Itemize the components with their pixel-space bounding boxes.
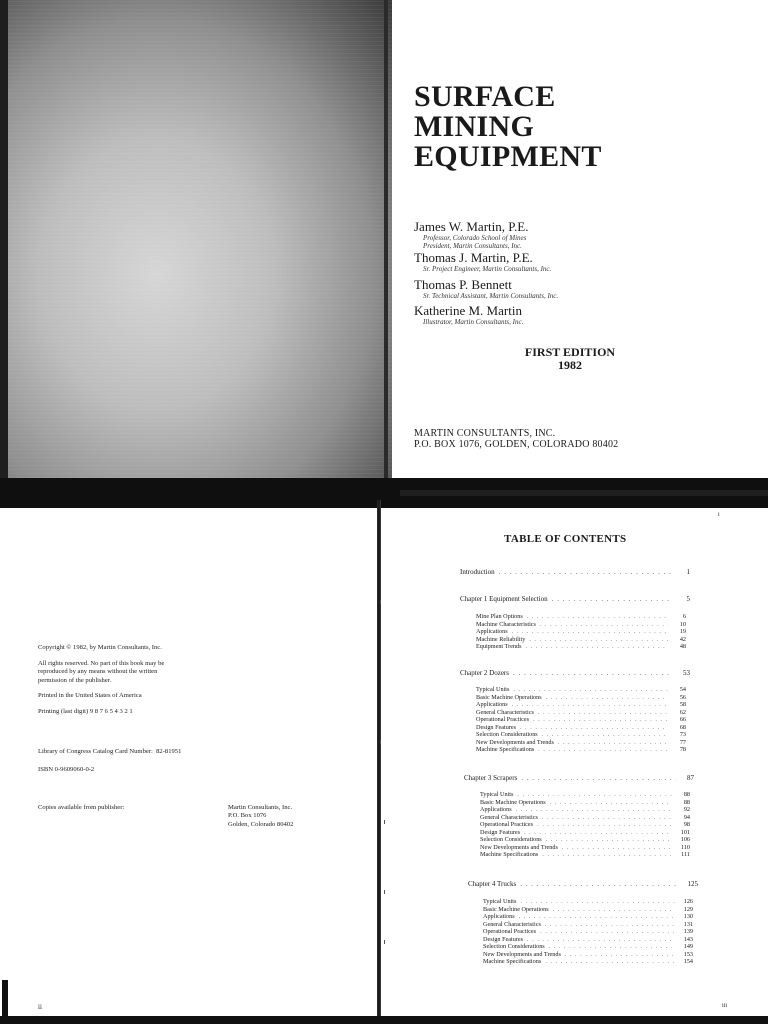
toc-label: General Characteristics	[476, 708, 534, 716]
leader-dots	[538, 746, 668, 754]
toc-chapter	[464, 774, 694, 783]
toc-label: New Developments and Trends	[480, 843, 558, 851]
author-name: James W. Martin, P.E.	[414, 219, 529, 234]
leader-dots	[524, 829, 672, 837]
toc-entry	[480, 851, 690, 859]
author-role: Illustrator, Martin Consultants, Inc.	[423, 318, 524, 326]
leader-dots	[513, 686, 668, 694]
toc-page-number: 6	[682, 613, 686, 620]
page-number: i	[718, 512, 720, 518]
toc-page-number: 42	[679, 635, 686, 643]
leader-dots	[540, 621, 668, 629]
publisher-block	[414, 428, 734, 450]
toc-page-number: 110	[680, 843, 690, 851]
toc-page-number: 125	[687, 880, 698, 888]
toc-page-number: 53	[683, 669, 690, 677]
toc-label: General Characteristics	[483, 920, 541, 928]
toc-page-number: 154	[683, 958, 693, 965]
author-block	[414, 220, 744, 250]
toc-page-number: 131	[683, 920, 693, 928]
address-line: P.O. Box 1076	[228, 812, 267, 820]
toc-page-number: 98	[683, 821, 690, 828]
author-name: Thomas P. Bennett	[414, 277, 512, 292]
leader-dots	[550, 799, 672, 807]
toc-heading: TABLE OF CONTENTS	[504, 533, 627, 545]
toc-entry	[476, 613, 686, 621]
edition-year: 1982	[558, 358, 582, 372]
toc-entry	[483, 951, 693, 959]
toc-label: Operational Practices	[476, 716, 530, 723]
toc-label: Applications	[480, 806, 512, 813]
toc-entry	[483, 928, 693, 936]
toc-label: New Developments and Trends	[483, 950, 561, 958]
scan-speck	[384, 940, 385, 944]
toc-entry	[476, 701, 686, 709]
toc-entry	[480, 806, 690, 814]
leader-dots	[537, 821, 672, 829]
toc-page-number: 106	[680, 836, 690, 843]
leader-dots	[542, 731, 668, 739]
title-line: EQUIPMENT	[414, 140, 602, 173]
loc-number-line	[38, 748, 358, 756]
toc-label: Chapter 2 Dozers	[460, 669, 509, 677]
toc-page-number: 48	[679, 643, 686, 650]
leader-dots	[512, 628, 668, 636]
toc-page-number: 92	[683, 806, 690, 813]
leader-dots	[512, 701, 668, 709]
title-line: SURFACE	[414, 80, 556, 113]
toc-entry	[476, 694, 686, 702]
toc-label: General Characteristics	[480, 813, 538, 821]
leader-dots	[499, 568, 672, 577]
leader-dots	[520, 880, 680, 889]
publisher-address-block	[228, 804, 293, 829]
toc-introduction	[460, 568, 690, 577]
leader-dots	[520, 898, 675, 906]
toc-entry	[476, 716, 686, 724]
toc-label: Basic Machine Operations	[483, 905, 549, 913]
book-gutter	[377, 500, 381, 1024]
leader-dots	[521, 774, 676, 783]
leader-dots	[546, 694, 668, 702]
toc-page-number: 77	[679, 738, 686, 746]
toc-page-number: 54	[679, 686, 686, 693]
toc-label: New Developments and Trends	[476, 738, 554, 746]
toc-chapter	[460, 595, 690, 604]
leader-dots	[542, 851, 672, 859]
leader-dots	[540, 928, 675, 936]
toc-entry	[483, 898, 693, 906]
isbn-line: ISBN 0-9609060-0-2	[38, 766, 95, 773]
toc-page-number: 87	[687, 774, 694, 782]
toc-entry	[476, 628, 686, 636]
author-role: Sr. Project Engineer, Martin Consultants, Inc.	[423, 265, 552, 273]
leader-dots	[558, 739, 668, 747]
leader-dots	[542, 814, 672, 822]
toc-entry	[476, 636, 686, 644]
rights-line: reproduced by any means without the written	[38, 668, 158, 676]
toc-entry	[476, 621, 686, 629]
availability-label: Copies available from publisher:	[38, 804, 125, 811]
toc-label: Basic Machine Operations	[476, 693, 542, 701]
toc-entry	[483, 936, 693, 944]
toc-entry	[476, 731, 686, 739]
leader-dots	[552, 595, 672, 604]
scan-speck	[380, 740, 381, 744]
toc-page-number: 78	[679, 746, 686, 753]
toc-chapter	[460, 669, 690, 678]
toc-page-number: 143	[683, 935, 693, 943]
title-line: MINING	[414, 110, 535, 143]
toc-label: Typical Units	[480, 791, 514, 798]
leader-dots	[549, 943, 675, 951]
leader-dots	[565, 951, 675, 959]
toc-entry	[483, 921, 693, 929]
toc-label: Introduction	[460, 568, 495, 576]
toc-entry	[476, 724, 686, 732]
toc-page-number: 56	[679, 693, 686, 701]
toc-label: Typical Units	[476, 686, 510, 693]
author-name: Thomas J. Martin, P.E.	[414, 250, 533, 265]
dark-facing-page	[0, 0, 392, 498]
toc-label: Applications	[476, 628, 508, 635]
toc-label: Operational Practices	[483, 928, 537, 935]
toc-label: Operational Practices	[480, 821, 534, 828]
toc-label: Machine Reliability	[476, 635, 526, 643]
toc-entry	[480, 829, 690, 837]
toc-label: Selection Considerations	[480, 836, 542, 843]
toc-entry	[483, 906, 693, 914]
toc-label: Design Features	[476, 723, 517, 731]
toc-entry	[480, 821, 690, 829]
toc-label: Design Features	[483, 935, 524, 943]
toc-page-number: 130	[683, 913, 693, 920]
page-edge-shadow	[0, 0, 8, 498]
toc-page-number: 139	[683, 928, 693, 935]
toc-label: Machine Specifications	[476, 746, 535, 753]
toc-label: Chapter 3 Scrapers	[464, 774, 518, 782]
leader-dots	[553, 906, 675, 914]
toc-page-number: 111	[681, 851, 690, 858]
toc-label: Machine Specifications	[483, 958, 542, 965]
address-line: Martin Consultants, Inc.	[228, 804, 293, 811]
toc-entry	[483, 913, 693, 921]
rights-line: permission of the publisher.	[38, 676, 112, 684]
page-edge-shadow	[2, 980, 8, 1024]
scan-speck	[380, 600, 381, 604]
toc-label: Selection Considerations	[483, 943, 545, 950]
toc-label: Applications	[476, 701, 508, 708]
toc-entry	[483, 958, 693, 966]
author-block	[414, 278, 744, 300]
toc-page-number: 149	[683, 943, 693, 950]
toc-entry	[480, 791, 690, 799]
toc-page-number: 101	[680, 828, 690, 836]
toc-entry	[476, 643, 686, 651]
toc-label: Equipment Trends	[476, 643, 522, 650]
toc-entry	[476, 739, 686, 747]
rights-statement	[38, 660, 358, 685]
toc-page-number: 66	[679, 716, 686, 723]
leader-dots	[526, 643, 668, 651]
publisher-name: MARTIN CONSULTANTS, INC.	[414, 428, 556, 439]
leader-dots	[516, 806, 672, 814]
leader-dots	[529, 636, 668, 644]
author-role: Sr. Technical Assistant, Martin Consultants, Inc.	[423, 292, 559, 300]
toc-page-number: 73	[679, 731, 686, 738]
toc-entry	[476, 709, 686, 717]
toc-page-number: 19	[679, 628, 686, 635]
page-bottom-edge	[0, 1016, 768, 1024]
leader-dots	[562, 844, 672, 852]
publisher-address: P.O. BOX 1076, GOLDEN, COLORADO 80402	[414, 439, 619, 450]
leader-dots	[546, 836, 672, 844]
toc-entry	[476, 746, 686, 754]
rights-line: All rights reserved. No part of this book may be	[38, 660, 165, 667]
toc-label: Machine Specifications	[480, 851, 539, 858]
toc-label: Chapter 1 Equipment Selection	[460, 595, 548, 603]
toc-page-number: 153	[683, 950, 693, 958]
toc-label: Typical Units	[483, 898, 517, 905]
toc-page-number: 62	[679, 708, 686, 716]
toc-label: Basic Machine Operations	[480, 798, 546, 806]
edition-label: FIRST EDITION	[524, 345, 616, 359]
edition-block	[470, 346, 670, 372]
toc-label: Selection Considerations	[476, 731, 538, 738]
scan-speck	[384, 890, 385, 894]
leader-dots	[527, 613, 668, 621]
toc-page-number: 5	[686, 595, 690, 603]
toc-page-number: 126	[683, 898, 693, 905]
author-block	[414, 251, 744, 273]
book-title	[414, 82, 714, 172]
page-fold-band	[0, 478, 768, 508]
toc-label: Mine Plan Options	[476, 613, 523, 620]
book-spine	[384, 0, 388, 498]
author-role: Professor, Colorado School of Mines	[423, 234, 527, 242]
toc-label: Applications	[483, 913, 515, 920]
loc-number: 82-81951	[156, 748, 182, 755]
toc-label: Chapter 4 Trucks	[468, 880, 517, 888]
toc-entry	[480, 836, 690, 844]
toc-label: Machine Characteristics	[476, 620, 536, 628]
author-role: President, Martin Consultants, Inc.	[423, 242, 522, 250]
toc-entry	[483, 943, 693, 951]
toc-entry	[480, 844, 690, 852]
leader-dots	[533, 716, 668, 724]
printing-line: Printing (last digit) 9 8 7 6 5 4 3 2 1	[38, 708, 133, 715]
leader-dots	[513, 669, 672, 678]
toc-page-number: 94	[683, 813, 690, 821]
toc-page-number: 88	[683, 791, 690, 798]
leader-dots	[517, 791, 672, 799]
toc-label: Design Features	[480, 828, 521, 836]
toc-entry	[480, 799, 690, 807]
leader-dots	[538, 709, 668, 717]
leader-dots	[527, 936, 675, 944]
toc-page-number: 58	[679, 701, 686, 708]
leader-dots	[545, 921, 675, 929]
toc-entry	[480, 814, 690, 822]
author-block	[414, 304, 744, 326]
page-number: iii	[722, 1003, 728, 1009]
toc-entry	[476, 686, 686, 694]
loc-label: Library of Congress Catalog Card Number:	[38, 748, 153, 755]
toc-page-number: 88	[683, 798, 690, 806]
scan-speck	[384, 820, 385, 824]
toc-page-number: 10	[679, 620, 686, 628]
leader-dots	[520, 724, 668, 732]
author-name: Katherine M. Martin	[414, 303, 522, 318]
toc-page-number: 68	[679, 723, 686, 731]
address-line: Golden, Colorado 80402	[228, 820, 294, 828]
leader-dots	[545, 958, 675, 966]
page-number: ii	[38, 1003, 42, 1011]
toc-chapter	[468, 880, 698, 889]
printed-in: Printed in the United States of America	[38, 692, 142, 699]
leader-dots	[519, 913, 675, 921]
toc-page-number: 1	[686, 568, 690, 576]
copyright-line: Copyright © 1982, by Martin Consultants, Inc.	[38, 644, 162, 651]
toc-page-number: 129	[683, 905, 693, 913]
